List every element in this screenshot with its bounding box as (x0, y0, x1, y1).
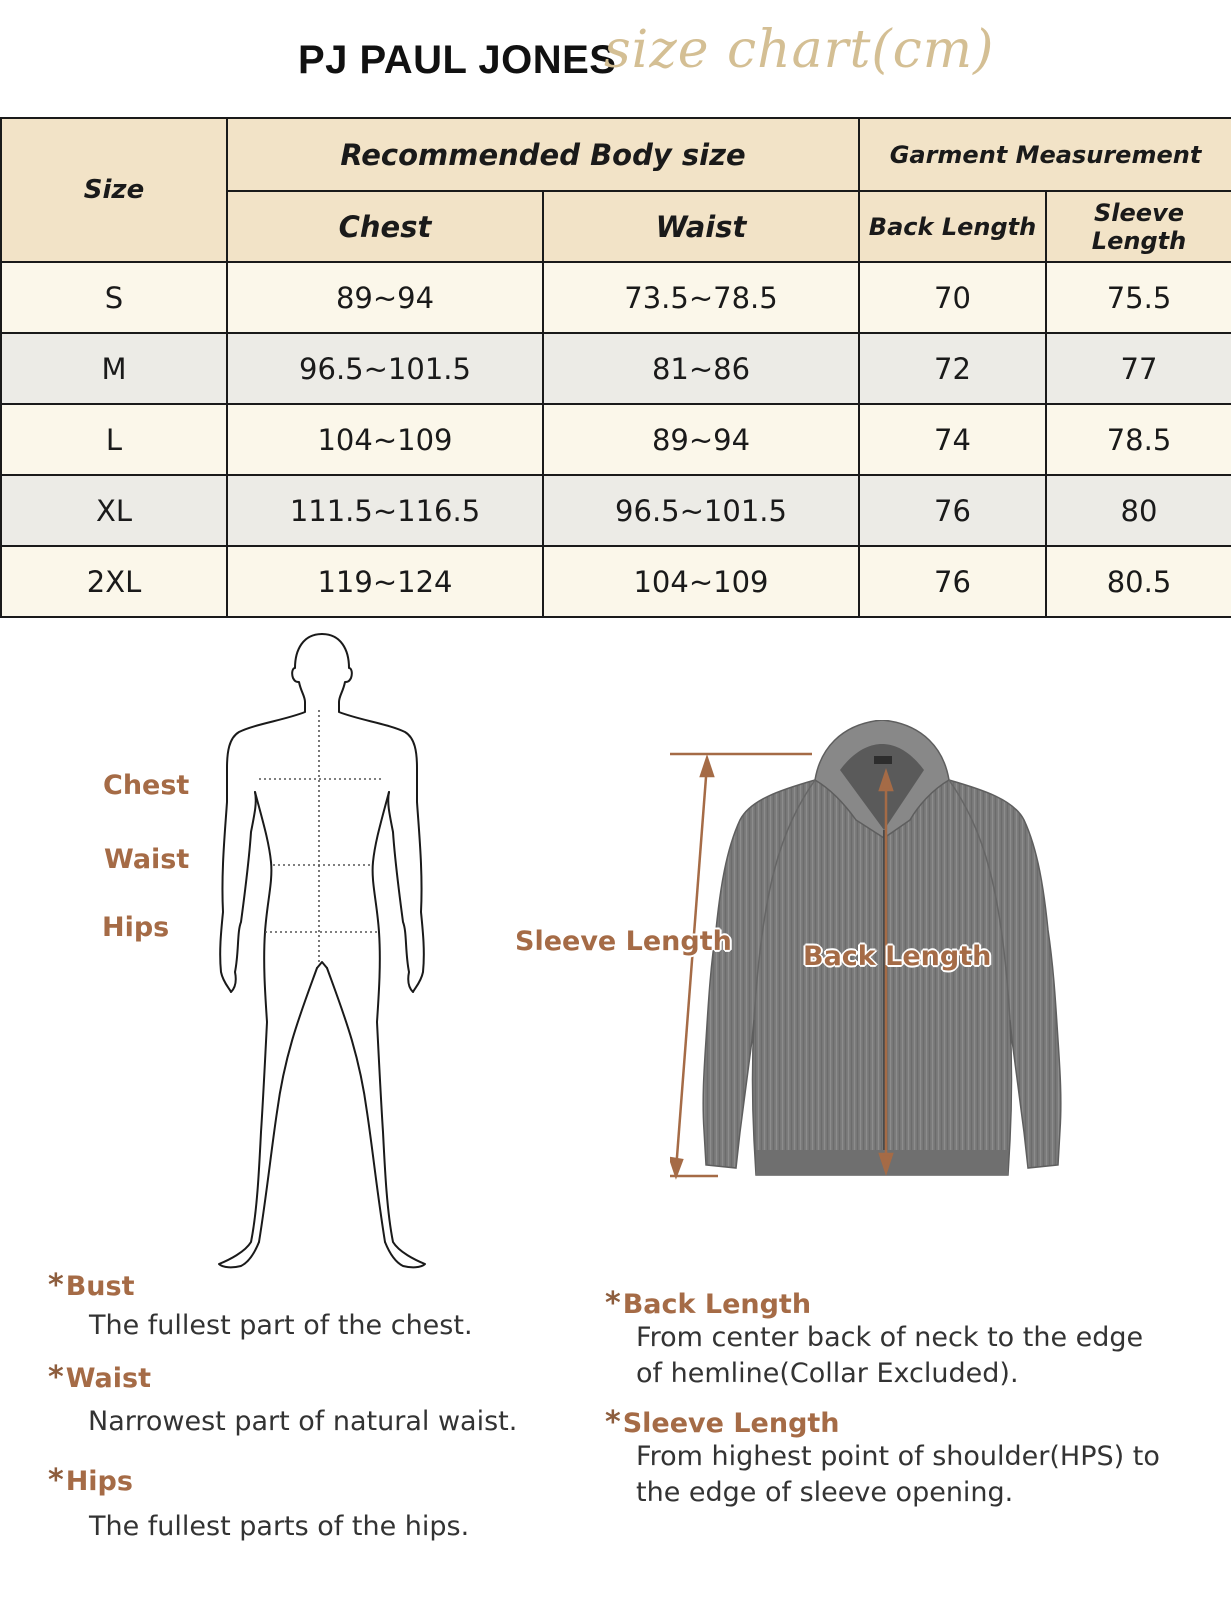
back-length-cell: 74 (859, 404, 1046, 475)
waist-note-text: Narrowest part of natural waist. (88, 1406, 518, 1437)
sleeve-length-label: Sleeve Length (515, 926, 732, 957)
back-length-label: Back Length (803, 941, 992, 972)
size-cell: L (1, 404, 227, 475)
asterisk-icon: * (48, 1268, 64, 1303)
back-length-cell: 76 (859, 475, 1046, 546)
waist-cell: 96.5~101.5 (543, 475, 859, 546)
body-size-group-header: Recommended Body size (227, 118, 859, 191)
chest-label: Chest (103, 770, 190, 801)
sleeve-length-column-header: Sleeve Length (1046, 191, 1231, 262)
sleeve-length-cell: 77 (1046, 333, 1231, 404)
garment-group-header: Garment Measurement (859, 118, 1231, 191)
sleeve-length-cell: 78.5 (1046, 404, 1231, 475)
back-length-cell: 76 (859, 546, 1046, 617)
chest-cell: 89~94 (227, 262, 543, 333)
size-cell: XL (1, 475, 227, 546)
waist-note-title: *Waist (48, 1360, 151, 1395)
chest-column-header: Chest (227, 191, 543, 262)
bust-note-text: The fullest part of the chest. (89, 1310, 473, 1341)
back-length-column-header: Back Length (859, 191, 1046, 262)
bust-note-title: *Bust (48, 1268, 135, 1303)
waist-cell: 73.5~78.5 (543, 262, 859, 333)
hips-note-text: The fullest parts of the hips. (89, 1511, 470, 1542)
chest-cell: 111.5~116.5 (227, 475, 543, 546)
brand-name: PJ PAUL JONES (298, 38, 617, 82)
back-length-note-text: From center back of neck to the edge of hemline(Collar Excluded). (636, 1322, 1144, 1389)
waist-cell: 104~109 (543, 546, 859, 617)
table-row (1, 546, 1231, 617)
size-chart-subtitle: size chart(cm) (604, 20, 995, 80)
hips-note-title: *Hips (48, 1463, 133, 1498)
sleeve-length-note-title: *Sleeve Length (605, 1405, 840, 1440)
size-table (0, 117, 1231, 618)
back-length-cell: 72 (859, 333, 1046, 404)
waist-label: Waist (104, 844, 190, 875)
table-row (1, 262, 1231, 333)
chest-cell: 104~109 (227, 404, 543, 475)
asterisk-icon: * (605, 1286, 621, 1321)
waist-column-header: Waist (543, 191, 859, 262)
size-cell: 2XL (1, 546, 227, 617)
chest-cell: 96.5~101.5 (227, 333, 543, 404)
table-row (1, 333, 1231, 404)
waist-cell: 89~94 (543, 404, 859, 475)
asterisk-icon: * (48, 1360, 64, 1395)
table-row (1, 404, 1231, 475)
asterisk-icon: * (605, 1405, 621, 1440)
size-cell: M (1, 333, 227, 404)
size-cell: S (1, 262, 227, 333)
waist-cell: 81~86 (543, 333, 859, 404)
asterisk-icon: * (48, 1463, 64, 1498)
chart-title (0, 20, 1231, 110)
body-figure-illustration (215, 632, 430, 1292)
chest-cell: 119~124 (227, 546, 543, 617)
sleeve-length-cell: 75.5 (1046, 262, 1231, 333)
sleeve-length-note-text: From highest point of shoulder(HPS) to the edge of sleeve opening. (636, 1441, 1160, 1508)
back-length-cell: 70 (859, 262, 1046, 333)
back-length-note-title: *Back Length (605, 1286, 812, 1321)
hips-label: Hips (102, 912, 170, 943)
table-row (1, 475, 1231, 546)
sleeve-length-cell: 80.5 (1046, 546, 1231, 617)
sleeve-length-cell: 80 (1046, 475, 1231, 546)
size-column-header: Size (1, 118, 227, 262)
